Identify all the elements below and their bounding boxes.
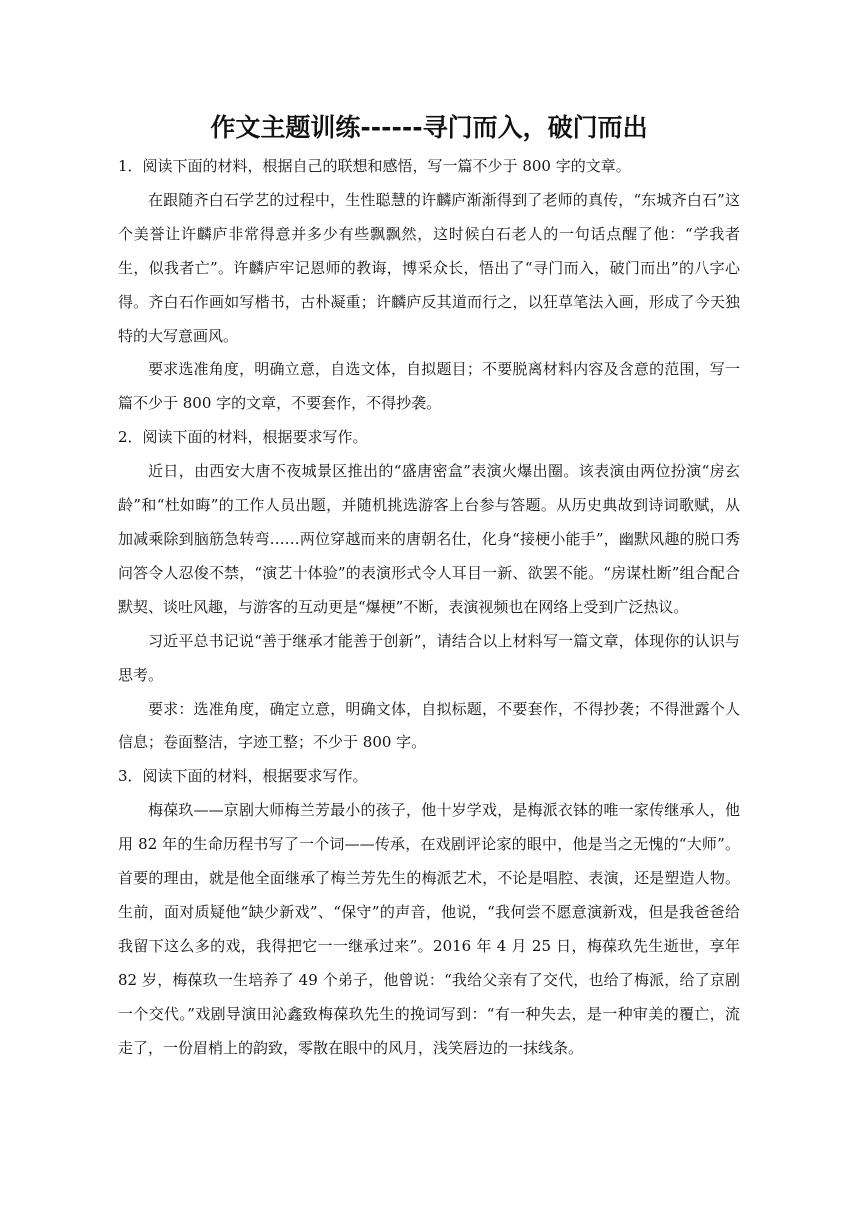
- question-2: [118, 421, 740, 760]
- question-2-instruction: 习近平总书记说“善于继承才能善于创新”，请结合以上材料写一篇文章，体现你的认识与思考。: [118, 631, 740, 684]
- question-2-requirement: 要求：选准角度，确定立意，明确文体，自拟标题，不要套作，不得抄袭；不得泄露个人信息；卷面整洁，字迹工整；不少于 800 字。: [118, 699, 740, 752]
- question-2-material: 近日，由西安大唐不夜城景区推出的“盛唐密盒”表演火爆出圈。该表演由两位扮演“房玄龄”和“杜如晦”的工作人员出题，并随机挑选游客上台参与答题。从历史典故到诗词歌赋，从加减乘除到脑筋急转弯……两位穿越而来的唐朝名仕，化身“接梗小能手”，幽默风趣的脱口秀问答令人忍俊不禁，“演艺十体验”的表演形式令人耳目一新、欲罢不能。“房谋杜断”组合配合默契、谈吐风趣，与游客的互动更是“爆梗”不断，表演视频也在网络上受到广泛热议。: [118, 462, 740, 616]
- document-page: [118, 108, 740, 1065]
- question-1-material: 在跟随齐白石学艺的过程中，生性聪慧的许麟庐渐渐得到了老师的真传，“东城齐白石”这个美誉让许麟庐非常得意并多少有些飘飘然，这时候白石老人的一句话点醒了他：“学我者生，似我者亡”。许麟庐牢记恩师的教诲，博采众长，悟出了“寻门而入，破门而出”的八字心得。齐白石作画如写楷书，古朴凝重；许麟庐反其道而行之，以狂草笔法入画，形成了今天独特的大写意画风。: [118, 190, 740, 345]
- document-title: 作文主题训练------寻门而入，破门而出: [210, 113, 648, 142]
- question-3-prompt: 3．阅读下面的材料，根据要求写作。: [118, 767, 368, 786]
- question-3-material: 梅葆玖——京剧大师梅兰芳最小的孩子，他十岁学戏，是梅派衣钵的唯一家传继承人，他用 82 年的生命历程书写了一个词——传承，在戏剧评论家的眼中，他是当之无愧的“大师”。首要的理由，就是他全面继承了梅兰芳先生的梅派艺术，不论是唱腔、表演，还是塑造人物。生前，面对质疑他“缺少新戏”、“保守”的声音，他说，“我何尝不愿意演新戏，但是我爸爸给我留下这么多的戏，我得把它一一继承过来”。2016 年 4 月 25 日，梅葆玖先生逝世，享年 82 岁，梅葆玖一生培养了 49 个弟子，他曾说：“我给父亲有了交代，也给了梅派，给了京剧一个交代。”戏剧导演田沁鑫致梅葆玖先生的挽词写到：“有一种失去，是一种审美的覆亡，流走了，一份眉梢上的韵致，零散在眼中的风月，浅笑唇边的一抹线条。: [118, 801, 740, 1057]
- question-2-prompt: 2．阅读下面的材料，根据要求写作。: [118, 428, 368, 447]
- question-1-prompt: 1．阅读下面的材料，根据自己的联想和感悟，写一篇不少于 800 字的文章。: [118, 157, 631, 175]
- question-3: [118, 760, 740, 1065]
- question-1-requirement: 要求选准角度，明确立意，自选文体，自拟题目；不要脱离材料内容及含意的范围，写一篇不少于 800 字的文章，不要套作，不得抄袭。: [118, 360, 740, 413]
- question-1: [118, 150, 740, 421]
